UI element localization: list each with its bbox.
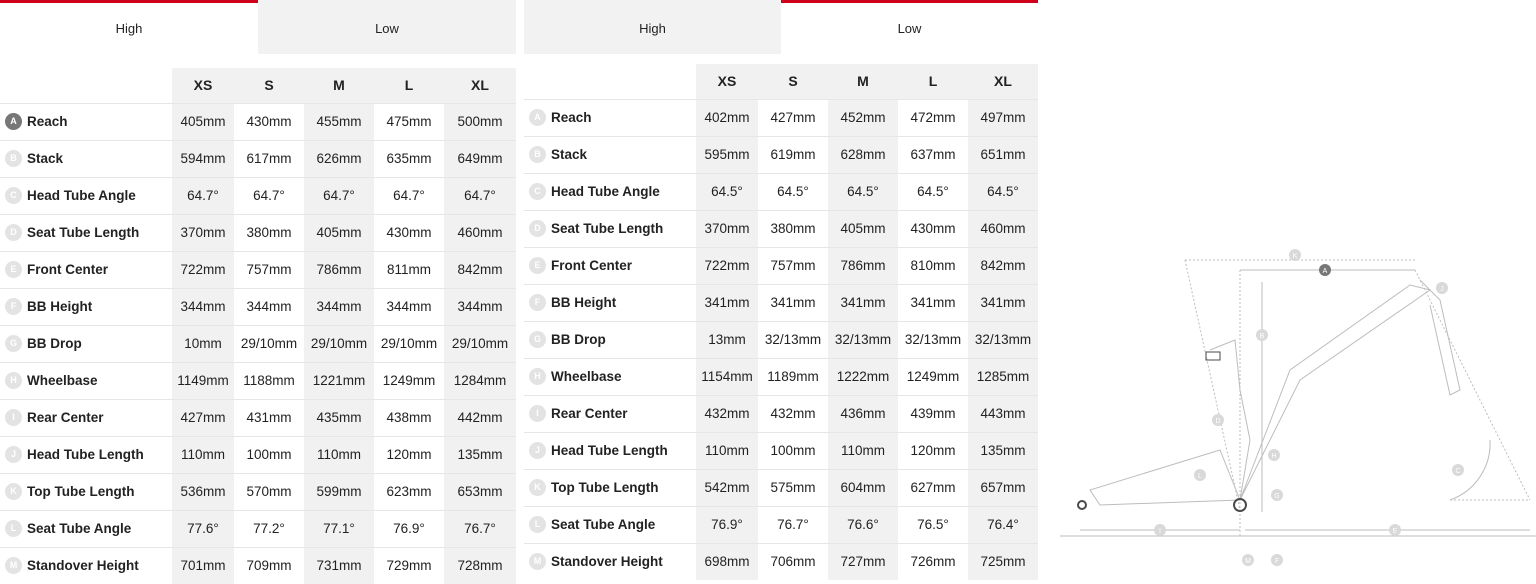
value-cell: 76.6° bbox=[828, 506, 898, 543]
value-cell: 595mm bbox=[696, 136, 758, 173]
row-label bbox=[524, 247, 696, 284]
value-cell: 439mm bbox=[898, 395, 968, 432]
value-cell: 757mm bbox=[758, 247, 828, 284]
row-label-text: BB Drop bbox=[27, 336, 82, 351]
dimension-letter-badge: C bbox=[529, 183, 546, 200]
row-label-text: Rear Center bbox=[551, 406, 628, 421]
value-cell: 594mm bbox=[172, 140, 234, 177]
value-cell: 635mm bbox=[374, 140, 444, 177]
size-header-row bbox=[0, 68, 516, 103]
row-label-text: Seat Tube Length bbox=[27, 225, 140, 240]
value-cell: 1149mm bbox=[172, 362, 234, 399]
dimension-letter-badge: I bbox=[5, 409, 22, 426]
value-cell: 842mm bbox=[444, 251, 516, 288]
row-label bbox=[0, 177, 172, 214]
value-cell: 110mm bbox=[304, 436, 374, 473]
diagram-label-text: A bbox=[1322, 268, 1328, 275]
value-cell: 110mm bbox=[696, 432, 758, 469]
value-cell: 637mm bbox=[898, 136, 968, 173]
value-cell: 436mm bbox=[828, 395, 898, 432]
value-cell: 432mm bbox=[758, 395, 828, 432]
row-label-text: Top Tube Length bbox=[551, 480, 659, 495]
row-label-text: Front Center bbox=[27, 262, 108, 277]
row-label-text: Head Tube Length bbox=[27, 447, 144, 462]
row-label-text: BB Drop bbox=[551, 332, 606, 347]
geometry-rows bbox=[0, 103, 516, 584]
row-label-text: Stack bbox=[551, 147, 588, 162]
table-row bbox=[524, 395, 1038, 432]
value-cell: 76.5° bbox=[898, 506, 968, 543]
value-cell: 64.7° bbox=[172, 177, 234, 214]
value-cell: 135mm bbox=[968, 432, 1038, 469]
row-label bbox=[0, 362, 172, 399]
row-label-text: Standover Height bbox=[27, 558, 139, 574]
value-cell: 649mm bbox=[444, 140, 516, 177]
dimension-letter-badge: M bbox=[5, 557, 22, 574]
table-row bbox=[0, 325, 516, 362]
value-cell: 442mm bbox=[444, 399, 516, 436]
header-corner bbox=[0, 68, 172, 103]
fork-outline bbox=[1420, 280, 1460, 395]
table-row bbox=[0, 547, 516, 584]
value-cell: 842mm bbox=[968, 247, 1038, 284]
diagram-label-text: B bbox=[1259, 333, 1265, 340]
value-cell: 757mm bbox=[234, 251, 304, 288]
value-cell: 341mm bbox=[968, 284, 1038, 321]
row-label bbox=[0, 547, 172, 584]
seat-clamp bbox=[1206, 352, 1220, 360]
value-cell: 64.5° bbox=[758, 173, 828, 210]
table-row bbox=[0, 362, 516, 399]
dimension-letter-badge: H bbox=[529, 368, 546, 385]
value-cell: 405mm bbox=[172, 103, 234, 140]
table-row bbox=[524, 99, 1038, 136]
table-row bbox=[0, 214, 516, 251]
table-row bbox=[524, 247, 1038, 284]
rear-axle bbox=[1078, 501, 1086, 509]
value-cell: 64.5° bbox=[828, 173, 898, 210]
header-corner bbox=[524, 64, 696, 99]
value-cell: 786mm bbox=[304, 251, 374, 288]
value-cell: 64.7° bbox=[234, 177, 304, 214]
chainstay-outline bbox=[1090, 450, 1240, 505]
row-label bbox=[524, 432, 696, 469]
value-cell: 706mm bbox=[758, 543, 828, 580]
value-cell: 64.7° bbox=[304, 177, 374, 214]
value-cell: 64.7° bbox=[374, 177, 444, 214]
dimension-letter-badge: L bbox=[5, 520, 22, 537]
value-cell: 76.7° bbox=[758, 506, 828, 543]
value-cell: 786mm bbox=[828, 247, 898, 284]
value-cell: 64.5° bbox=[968, 173, 1038, 210]
value-cell: 722mm bbox=[696, 247, 758, 284]
row-label bbox=[0, 473, 172, 510]
row-label-text: Rear Center bbox=[27, 410, 104, 425]
value-cell: 64.5° bbox=[696, 173, 758, 210]
tab-low[interactable]: Low bbox=[258, 0, 516, 54]
row-label-text: Wheelbase bbox=[27, 373, 98, 388]
value-cell: 626mm bbox=[304, 140, 374, 177]
setting-tabs bbox=[0, 0, 516, 54]
value-cell: 460mm bbox=[968, 210, 1038, 247]
dimension-letter-badge: G bbox=[529, 331, 546, 348]
table-row bbox=[0, 140, 516, 177]
value-cell: 1284mm bbox=[444, 362, 516, 399]
value-cell: 120mm bbox=[374, 436, 444, 473]
row-label bbox=[0, 510, 172, 547]
row-label-text: BB Height bbox=[27, 299, 93, 314]
setting-tabs bbox=[524, 0, 1038, 54]
size-header: XS bbox=[172, 68, 234, 103]
value-cell: 427mm bbox=[172, 399, 234, 436]
dimension-letter-badge: A bbox=[5, 113, 22, 130]
dimension-letter-badge: J bbox=[5, 446, 22, 463]
value-cell: 341mm bbox=[828, 284, 898, 321]
table-row bbox=[0, 399, 516, 436]
row-label-text: Front Center bbox=[551, 258, 632, 273]
value-cell: 370mm bbox=[696, 210, 758, 247]
dimension-letter-badge: E bbox=[529, 257, 546, 274]
dimension-letter-badge: E bbox=[5, 261, 22, 278]
value-cell: 64.7° bbox=[444, 177, 516, 214]
size-header: XL bbox=[444, 68, 516, 103]
value-cell: 29/10mm bbox=[444, 325, 516, 362]
tab-high[interactable]: High bbox=[524, 0, 781, 54]
value-cell: 431mm bbox=[234, 399, 304, 436]
value-cell: 455mm bbox=[304, 103, 374, 140]
row-label bbox=[524, 469, 696, 506]
dimension-letter-badge: F bbox=[5, 298, 22, 315]
value-cell: 619mm bbox=[758, 136, 828, 173]
value-cell: 542mm bbox=[696, 469, 758, 506]
value-cell: 110mm bbox=[828, 432, 898, 469]
value-cell: 430mm bbox=[374, 214, 444, 251]
table-row bbox=[524, 469, 1038, 506]
table-row bbox=[0, 251, 516, 288]
size-header: XS bbox=[696, 64, 758, 99]
row-label-text: Seat Tube Angle bbox=[551, 517, 656, 532]
value-cell: 100mm bbox=[758, 432, 828, 469]
row-label-text: Wheelbase bbox=[551, 369, 622, 384]
row-label-text: Head Tube Angle bbox=[27, 188, 136, 203]
value-cell: 344mm bbox=[172, 288, 234, 325]
geometry-table-high bbox=[0, 68, 516, 584]
row-label-text: BB Height bbox=[551, 295, 617, 310]
dimension-letter-badge: H bbox=[5, 372, 22, 389]
value-cell: 811mm bbox=[374, 251, 444, 288]
dimension-letter-badge: K bbox=[5, 483, 22, 500]
row-label bbox=[524, 173, 696, 210]
row-label-text: Seat Tube Angle bbox=[27, 521, 132, 536]
value-cell: 1221mm bbox=[304, 362, 374, 399]
diagram-labels bbox=[1154, 249, 1464, 566]
value-cell: 497mm bbox=[968, 99, 1038, 136]
value-cell: 76.9° bbox=[696, 506, 758, 543]
dimension-letter-badge: L bbox=[529, 516, 546, 533]
value-cell: 344mm bbox=[234, 288, 304, 325]
diagram-label-text: K bbox=[1292, 253, 1298, 260]
value-cell: 728mm bbox=[444, 547, 516, 584]
value-cell: 475mm bbox=[374, 103, 444, 140]
value-cell: 120mm bbox=[898, 432, 968, 469]
dimension-letter-badge: M bbox=[529, 553, 546, 570]
value-cell: 344mm bbox=[304, 288, 374, 325]
value-cell: 628mm bbox=[828, 136, 898, 173]
value-cell: 536mm bbox=[172, 473, 234, 510]
table-row bbox=[524, 321, 1038, 358]
diagram-label-text: G bbox=[1274, 493, 1280, 500]
dimension-letter-badge: D bbox=[5, 224, 22, 241]
value-cell: 1189mm bbox=[758, 358, 828, 395]
row-label bbox=[0, 288, 172, 325]
value-cell: 653mm bbox=[444, 473, 516, 510]
value-cell: 430mm bbox=[898, 210, 968, 247]
value-cell: 731mm bbox=[304, 547, 374, 584]
value-cell: 380mm bbox=[758, 210, 828, 247]
table-row bbox=[524, 210, 1038, 247]
table-row bbox=[524, 173, 1038, 210]
table-row bbox=[0, 177, 516, 214]
row-label bbox=[524, 506, 696, 543]
value-cell: 651mm bbox=[968, 136, 1038, 173]
value-cell: 405mm bbox=[828, 210, 898, 247]
geometry-table-low bbox=[524, 64, 1038, 580]
value-cell: 29/10mm bbox=[234, 325, 304, 362]
bike-geometry-diagram bbox=[1060, 230, 1536, 582]
value-cell: 100mm bbox=[234, 436, 304, 473]
value-cell: 500mm bbox=[444, 103, 516, 140]
value-cell: 427mm bbox=[758, 99, 828, 136]
value-cell: 10mm bbox=[172, 325, 234, 362]
row-label bbox=[524, 136, 696, 173]
value-cell: 1154mm bbox=[696, 358, 758, 395]
value-cell: 570mm bbox=[234, 473, 304, 510]
table-row bbox=[0, 288, 516, 325]
table-row bbox=[524, 136, 1038, 173]
value-cell: 460mm bbox=[444, 214, 516, 251]
table-row bbox=[524, 358, 1038, 395]
value-cell: 64.5° bbox=[898, 173, 968, 210]
value-cell: 13mm bbox=[696, 321, 758, 358]
value-cell: 472mm bbox=[898, 99, 968, 136]
row-label-text: Reach bbox=[551, 110, 592, 125]
dimension-letter-badge: B bbox=[5, 150, 22, 167]
value-cell: 405mm bbox=[304, 214, 374, 251]
table-row bbox=[0, 473, 516, 510]
geometry-panel-low bbox=[524, 0, 1038, 580]
diagram-label-text: C bbox=[1455, 468, 1461, 475]
row-label bbox=[524, 358, 696, 395]
value-cell: 402mm bbox=[696, 99, 758, 136]
row-label bbox=[524, 284, 696, 321]
size-header-row bbox=[524, 64, 1038, 99]
dimension-letter-badge: A bbox=[529, 109, 546, 126]
value-cell: 623mm bbox=[374, 473, 444, 510]
row-label-text: Standover Height bbox=[551, 554, 663, 570]
row-label-text: Seat Tube Length bbox=[551, 221, 664, 236]
value-cell: 1188mm bbox=[234, 362, 304, 399]
value-cell: 370mm bbox=[172, 214, 234, 251]
row-label bbox=[524, 99, 696, 136]
value-cell: 726mm bbox=[898, 543, 968, 580]
row-label bbox=[0, 399, 172, 436]
value-cell: 110mm bbox=[172, 436, 234, 473]
value-cell: 32/13mm bbox=[828, 321, 898, 358]
frame-outline bbox=[1240, 285, 1430, 500]
diagram-label-text: H bbox=[1271, 453, 1277, 460]
diagram-label-text: E bbox=[1392, 528, 1398, 535]
value-cell: 627mm bbox=[898, 469, 968, 506]
value-cell: 575mm bbox=[758, 469, 828, 506]
value-cell: 341mm bbox=[898, 284, 968, 321]
geometry-panel-high bbox=[0, 0, 516, 584]
geometry-rows bbox=[524, 99, 1038, 580]
row-label bbox=[0, 251, 172, 288]
value-cell: 29/10mm bbox=[374, 325, 444, 362]
value-cell: 1285mm bbox=[968, 358, 1038, 395]
value-cell: 1222mm bbox=[828, 358, 898, 395]
dimension-line bbox=[1415, 270, 1530, 500]
row-label-text: Reach bbox=[27, 114, 68, 129]
value-cell: 657mm bbox=[968, 469, 1038, 506]
value-cell: 430mm bbox=[234, 103, 304, 140]
size-header: XL bbox=[968, 64, 1038, 99]
row-label-text: Top Tube Length bbox=[27, 484, 135, 499]
diagram-label-text: F bbox=[1274, 558, 1280, 565]
value-cell: 76.7° bbox=[444, 510, 516, 547]
value-cell: 727mm bbox=[828, 543, 898, 580]
dimension-letter-badge: B bbox=[529, 146, 546, 163]
value-cell: 617mm bbox=[234, 140, 304, 177]
value-cell: 443mm bbox=[968, 395, 1038, 432]
size-header: L bbox=[898, 64, 968, 99]
value-cell: 452mm bbox=[828, 99, 898, 136]
table-row bbox=[524, 543, 1038, 580]
value-cell: 709mm bbox=[234, 547, 304, 584]
value-cell: 344mm bbox=[444, 288, 516, 325]
row-label bbox=[524, 321, 696, 358]
value-cell: 32/13mm bbox=[898, 321, 968, 358]
value-cell: 341mm bbox=[696, 284, 758, 321]
table-row bbox=[0, 103, 516, 140]
value-cell: 135mm bbox=[444, 436, 516, 473]
value-cell: 435mm bbox=[304, 399, 374, 436]
row-label bbox=[0, 103, 172, 140]
table-row bbox=[524, 432, 1038, 469]
value-cell: 729mm bbox=[374, 547, 444, 584]
value-cell: 604mm bbox=[828, 469, 898, 506]
row-label bbox=[524, 395, 696, 432]
dimension-letter-badge: J bbox=[529, 442, 546, 459]
value-cell: 432mm bbox=[696, 395, 758, 432]
bottom-bracket bbox=[1234, 499, 1246, 511]
value-cell: 344mm bbox=[374, 288, 444, 325]
value-cell: 1249mm bbox=[374, 362, 444, 399]
value-cell: 722mm bbox=[172, 251, 234, 288]
tab-low[interactable]: Low bbox=[781, 0, 1038, 54]
value-cell: 77.6° bbox=[172, 510, 234, 547]
dimension-letter-badge: C bbox=[5, 187, 22, 204]
table-row bbox=[0, 510, 516, 547]
dimension-letter-badge: I bbox=[529, 405, 546, 422]
value-cell: 438mm bbox=[374, 399, 444, 436]
row-label-text: Head Tube Angle bbox=[551, 184, 660, 199]
value-cell: 32/13mm bbox=[968, 321, 1038, 358]
value-cell: 76.4° bbox=[968, 506, 1038, 543]
diagram-label-text: J bbox=[1440, 286, 1444, 293]
value-cell: 810mm bbox=[898, 247, 968, 284]
size-header: S bbox=[234, 68, 304, 103]
value-cell: 725mm bbox=[968, 543, 1038, 580]
size-header: M bbox=[304, 68, 374, 103]
diagram-label-text: D bbox=[1215, 418, 1221, 425]
dimension-letter-badge: K bbox=[529, 479, 546, 496]
tab-high[interactable]: High bbox=[0, 0, 258, 54]
dimension-line bbox=[1185, 260, 1240, 510]
diagram-label-text: M bbox=[1245, 558, 1251, 565]
value-cell: 701mm bbox=[172, 547, 234, 584]
diagram-label-text: L bbox=[1198, 473, 1202, 480]
value-cell: 76.9° bbox=[374, 510, 444, 547]
value-cell: 77.1° bbox=[304, 510, 374, 547]
size-header: M bbox=[828, 64, 898, 99]
row-label bbox=[0, 436, 172, 473]
row-label bbox=[0, 325, 172, 362]
diagram-label-text: I bbox=[1159, 528, 1161, 535]
row-label-text: Head Tube Length bbox=[551, 443, 668, 458]
value-cell: 698mm bbox=[696, 543, 758, 580]
value-cell: 599mm bbox=[304, 473, 374, 510]
dimension-letter-badge: F bbox=[529, 294, 546, 311]
dimension-letter-badge: D bbox=[529, 220, 546, 237]
size-header: L bbox=[374, 68, 444, 103]
row-label bbox=[0, 140, 172, 177]
value-cell: 29/10mm bbox=[304, 325, 374, 362]
value-cell: 341mm bbox=[758, 284, 828, 321]
value-cell: 380mm bbox=[234, 214, 304, 251]
table-row bbox=[524, 506, 1038, 543]
row-label bbox=[0, 214, 172, 251]
size-header: S bbox=[758, 64, 828, 99]
row-label-text: Stack bbox=[27, 151, 64, 166]
dimension-letter-badge: G bbox=[5, 335, 22, 352]
value-cell: 1249mm bbox=[898, 358, 968, 395]
value-cell: 77.2° bbox=[234, 510, 304, 547]
table-row bbox=[524, 284, 1038, 321]
row-label bbox=[524, 543, 696, 580]
table-row bbox=[0, 436, 516, 473]
row-label bbox=[524, 210, 696, 247]
value-cell: 32/13mm bbox=[758, 321, 828, 358]
